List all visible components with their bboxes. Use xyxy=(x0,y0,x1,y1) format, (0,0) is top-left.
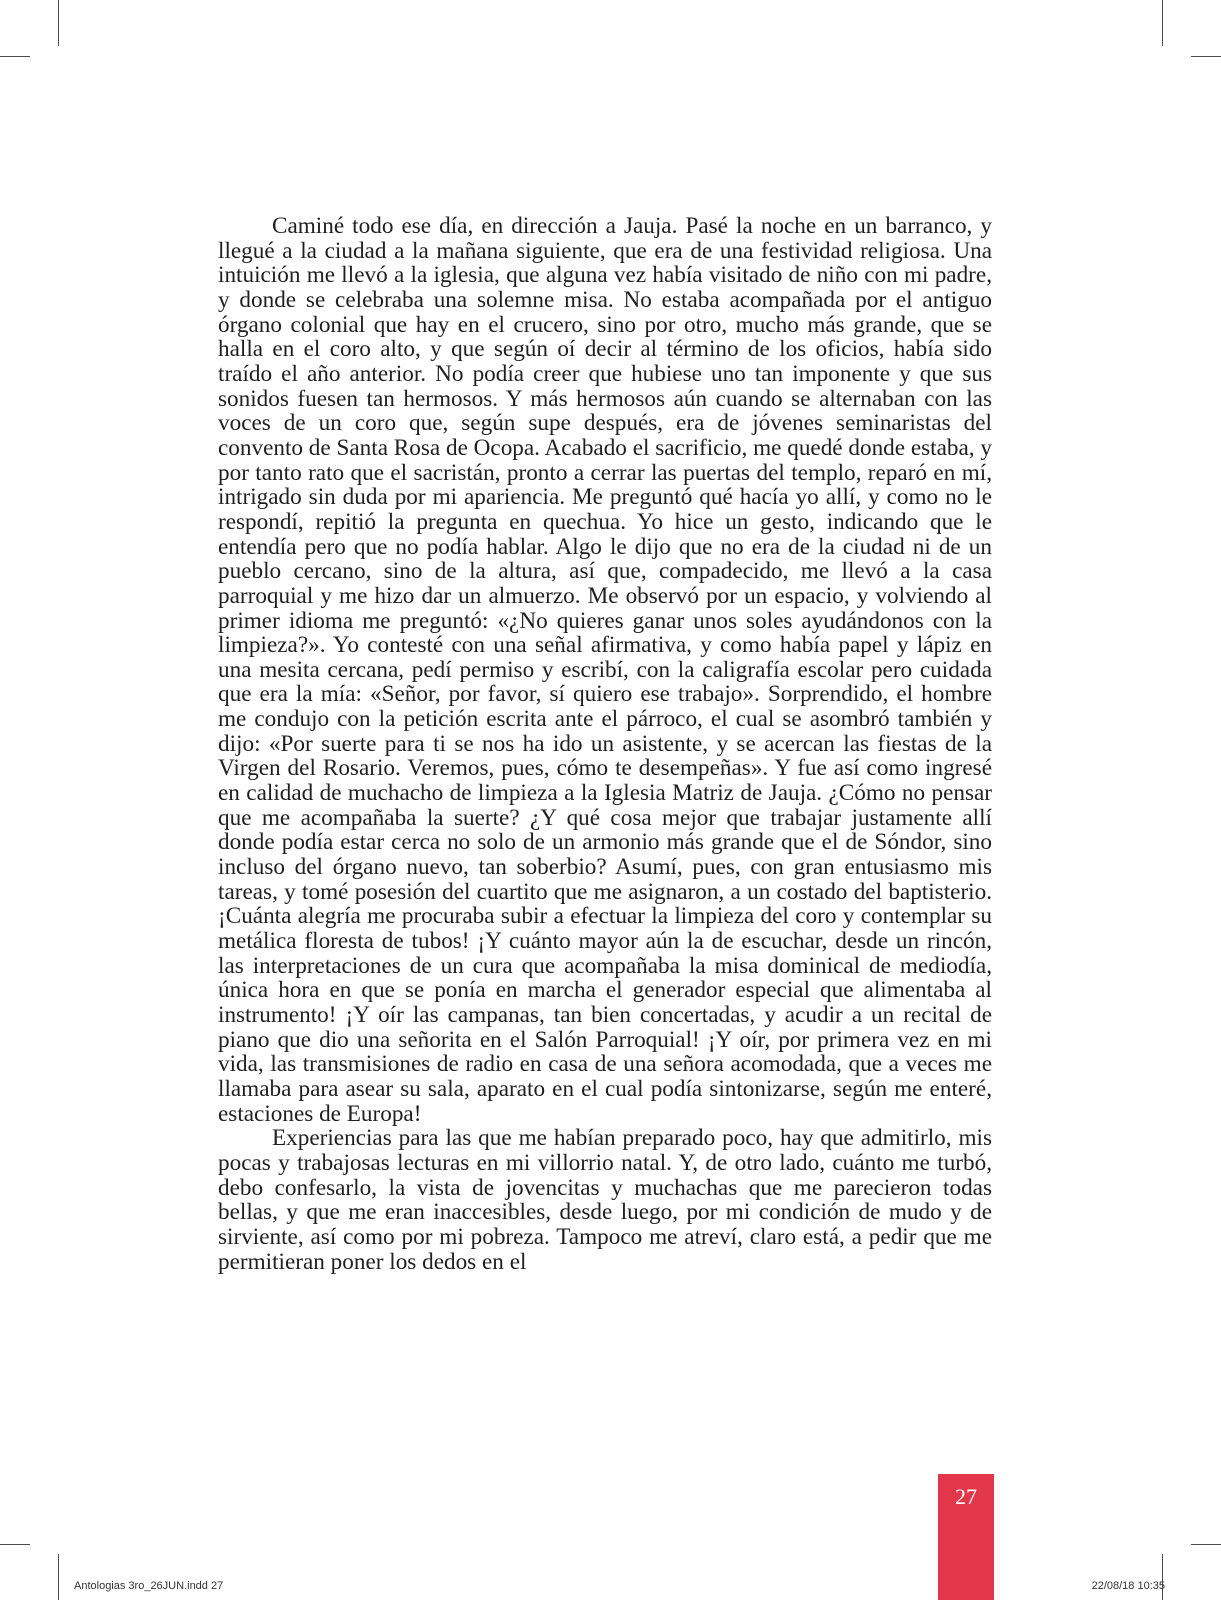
crop-mark-bottom-right-h xyxy=(1191,1544,1221,1545)
crop-mark-top-left xyxy=(58,0,59,46)
crop-mark-top-left-h xyxy=(0,56,30,57)
crop-mark-top-right xyxy=(1162,0,1163,46)
crop-mark-top-right-h xyxy=(1191,56,1221,57)
crop-mark-bottom-left-h xyxy=(0,1544,30,1545)
crop-mark-bottom-right xyxy=(1162,1554,1163,1600)
page-number-tab xyxy=(938,1474,994,1600)
print-slug-datetime: 22/08/18 10:35 xyxy=(1091,1580,1165,1592)
paragraph-2: Experiencias para las que me habían preparado poco, hay que admitirlo, mis pocas y trabajosas lecturas en mi villorrio natal. Y, de otro lado, cuánto me turbó, debo confesarlo, la vista de jovencitas y muchachas que me parecieron todas bellas, y que me eran inaccesibles, desde luego, por mi condición de mudo y de sirviente, así como por mi pobreza. Tampoco me atreví, claro está, a pedir que me permitieran poner los dedos en el xyxy=(218,1125,992,1275)
page-number: 27 xyxy=(955,1484,977,1509)
crop-mark-bottom-left xyxy=(58,1554,59,1600)
body-text xyxy=(218,214,992,1274)
paragraph-1: Caminé todo ese día, en dirección a Jauja. Pasé la noche en un barranco, y llegué a la ciudad a la mañana siguiente, que era de una festividad religiosa. Una intuición me llevó a la iglesia, que alguna vez había visitado de niño con mi padre, y donde se celebraba una solemne misa. No estaba acompañada por el antiguo órgano colonial que hay en el crucero, sino por otro, mucho más grande, que se halla en el coro alto, y que según oí decir al término de los oficios, había sido traído el año anterior. No podía creer que hubiese uno tan imponente y que sus sonidos fuesen tan hermosos. Y más hermosos aún cuando se alternaban con las voces de un coro que, según supe después, era de jóvenes seminaristas del convento de Santa Rosa de Ocopa. Acabado el sacrificio, me quedé donde estaba, y por tanto rato que el sacristán, pronto a cerrar las puertas del templo, reparó en mí, intrigado sin duda por mi apariencia. Me preguntó qué hacía yo allí, y como no le respondí, repitió la pregunta en quechua. Yo hice un gesto, indicando que le entendía pero que no podía hablar. Algo le dijo que no era de la ciudad ni de un pueblo cercano, sino de la altura, así que, compadecido, me llevó a la casa parroquial y me hizo dar un almuerzo. Me observó por un espacio, y volviendo al primer idioma me preguntó: «¿No quieres ganar unos soles ayudándonos con la limpieza?». Yo contesté con una señal afirmativa, y como había papel y lápiz en una mesita cercana, pedí permiso y escribí, con la caligrafía escolar pero cuidada que era la mía: «Señor, por favor, sí quiero ese trabajo». Sorprendido, el hombre me condujo con la petición escrita ante el párroco, el cual se asombró también y dijo: «Por suerte para ti se nos ha ido un asistente, y se acercan las fiestas de la Virgen del Rosario. Veremos, pues, cómo te desempeñas». Y fue así como ingresé en calidad de muchacho de limpieza a la Iglesia Matriz de Jauja. ¿Cómo no pensar que me acompañaba la suerte? ¿Y qué cosa mejor que trabajar justamente allí donde podía estar cerca no solo de un armonio más grande que el de Sóndor, sino incluso del órgano nuevo, tan soberbio? Asumí, pues, con gran entusiasmo mis tareas, y tomé posesión del cuartito que me asignaron, a un costado del baptisterio. ¡Cuánta alegría me procuraba subir a efectuar la limpieza del coro y contemplar su metálica floresta de tubos! ¡Y cuánto mayor aún la de escuchar, desde un rincón, las interpretaciones de un cura que acompañaba la misa dominical de mediodía, única hora en que se ponía en marcha el generador especial que alimentaba al instrumento! ¡Y oír las campanas, tan bien concertadas, y acudir a un recital de piano que dio una señorita en el Salón Parroquial! ¡Y oír, por primera vez en mi vida, las transmisiones de radio en casa de una señora acomodada, que a veces me llamaba para asear su sala, aparato en el cual podía sintonizarse, según me enteré, estaciones de Europa! xyxy=(218,213,992,1127)
print-slug-file: Antologias 3ro_26JUN.indd 27 xyxy=(74,1580,224,1592)
